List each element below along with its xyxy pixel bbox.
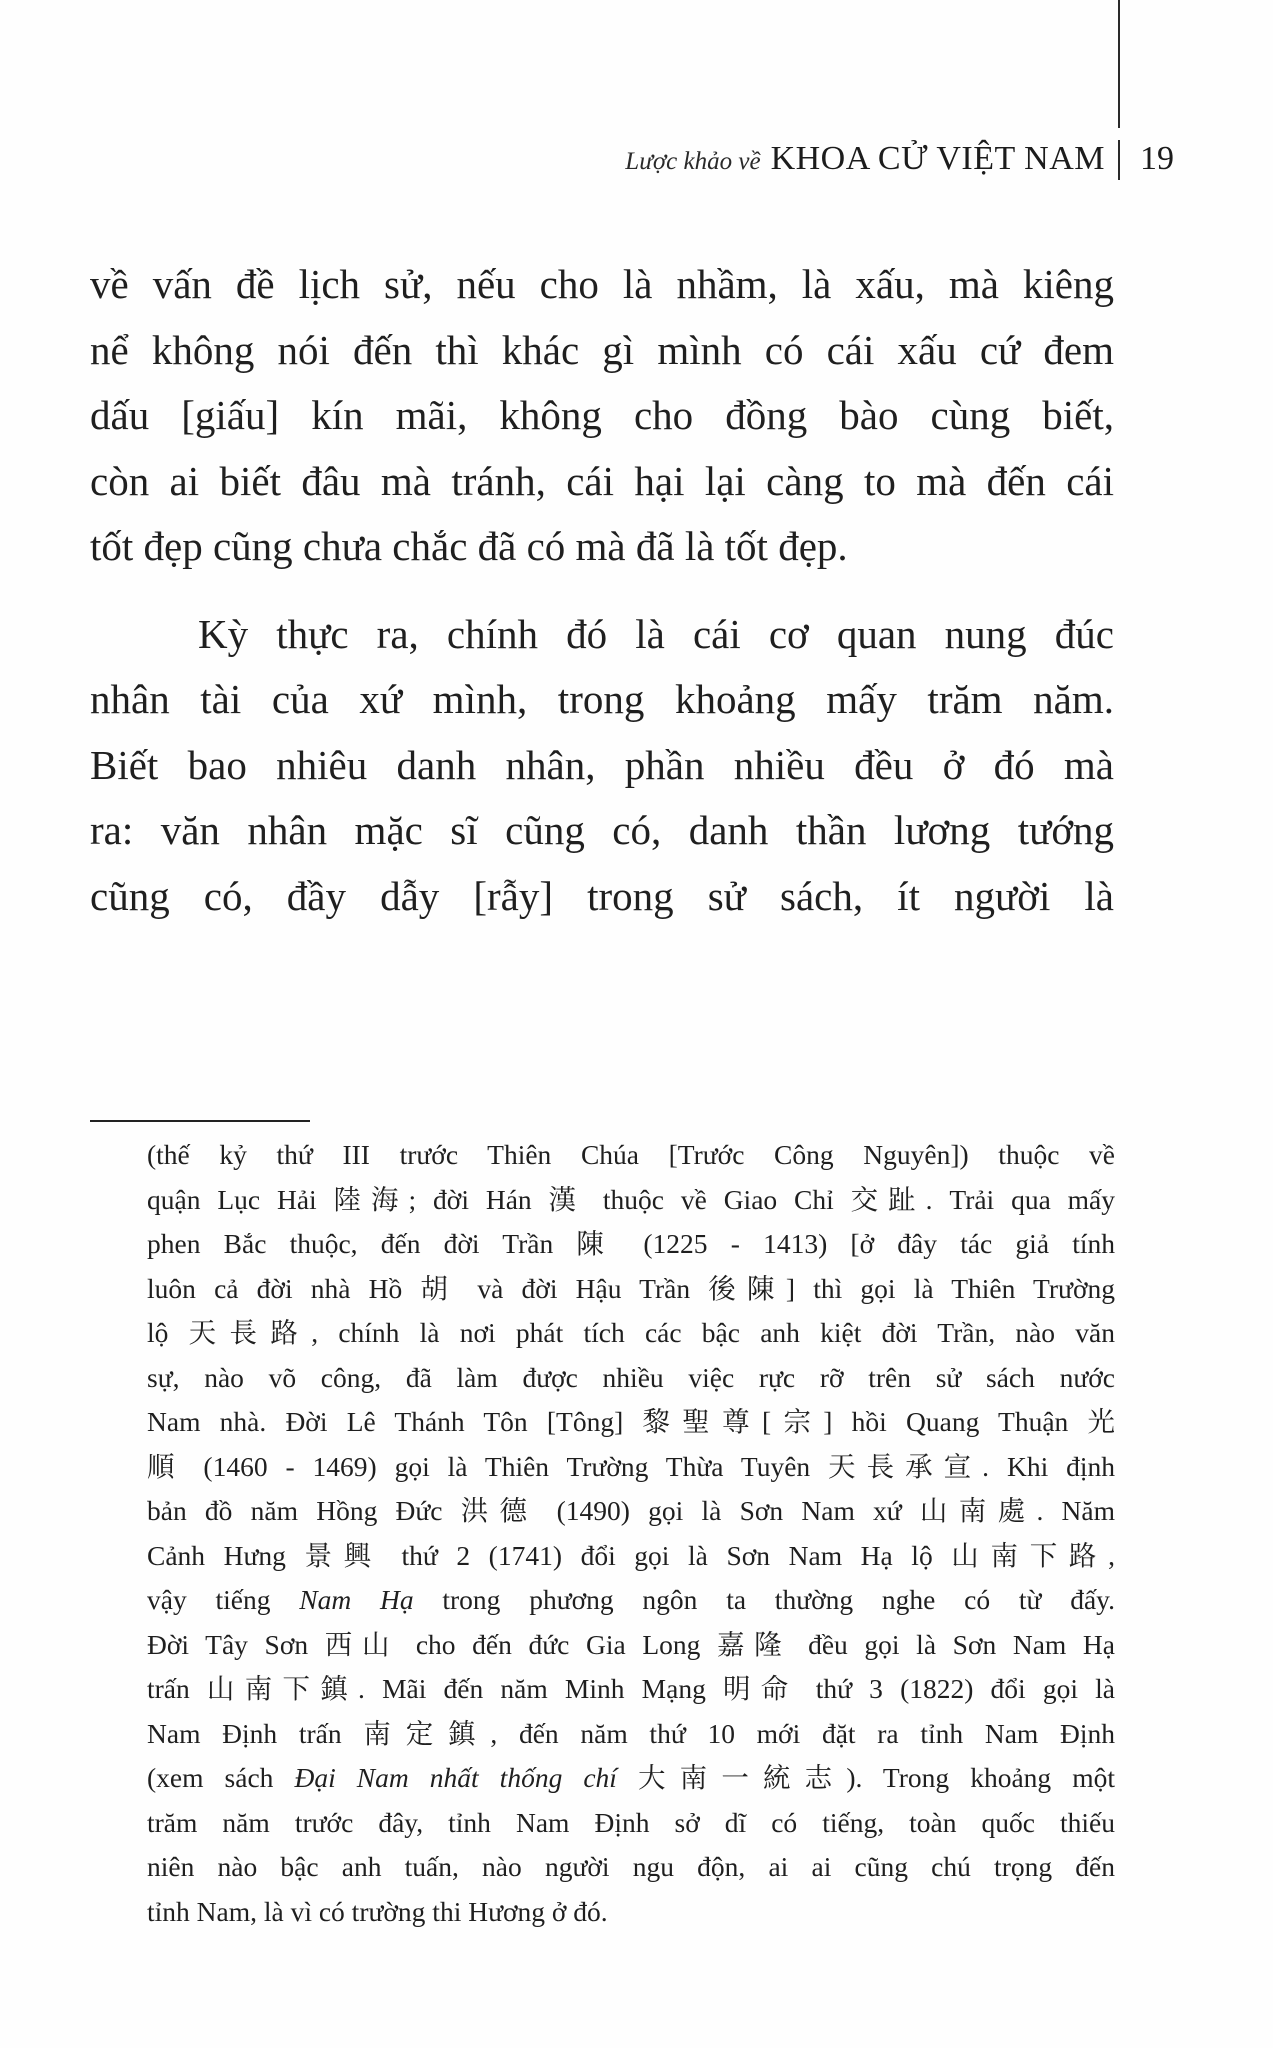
gutter-rule: [1118, 0, 1120, 128]
footnote-text: 大南一統志). Trong khoảng một: [616, 1762, 1115, 1793]
body-line: nể không nói đến thì khác gì mình có cái xấu cứ đem: [90, 326, 1114, 373]
footnote-text: vậy tiếng: [147, 1584, 300, 1615]
footnote-line: phen Bắc thuộc, đến đời Trần 陳 (1225 - 1413) [ở đây tác giả tính: [147, 1228, 1115, 1259]
footnote-line: luôn cả đời nhà Hồ 胡 và đời Hậu Trần 後陳] thì gọi là Thiên Trường: [147, 1272, 1115, 1304]
body-line: Biết bao nhiêu danh nhân, phần nhiều đều ở đó mà: [90, 741, 1114, 788]
footnote-line: bản đồ năm Hồng Đức 洪德 (1490) gọi là Sơn Nam xứ 山南處. Năm: [147, 1495, 1115, 1526]
body-line: dấu [giấu] kín mãi, không cho đồng bào cùng biết,: [90, 392, 1114, 438]
footnote-line: Đời Tây Sơn 西山 cho đến đức Gia Long 嘉隆 đều gọi là Sơn Nam Hạ: [147, 1628, 1115, 1660]
body-line: ra: văn nhân mặc sĩ cũng có, danh thần lương tướng: [90, 807, 1114, 853]
header-divider: [1118, 140, 1120, 180]
footnote-line: Nam Định trấn 南定鎮, đến năm thứ 10 mới đặt ra tỉnh Nam Định: [147, 1717, 1115, 1749]
body-line: cũng có, đầy dẫy [rẫy] trong sử sách, ít người là: [90, 872, 1114, 919]
footnote-line: 順 (1460 - 1469) gọi là Thiên Trường Thừa Tuyên 天長承宣. Khi định: [147, 1450, 1115, 1482]
footnote-separator: [90, 1120, 310, 1122]
footnote-line: tỉnh Nam, là vì có trường thi Hương ở đó.: [147, 1895, 608, 1927]
body-line: tốt đẹp cũng chưa chắc đã có mà đã là tốt đẹp.: [90, 523, 848, 569]
footnote-line: trăm năm trước đây, tỉnh Nam Định sở dĩ có tiếng, toàn quốc thiếu: [147, 1806, 1115, 1838]
footnote-line: trấn 山南下鎮. Mãi đến năm Minh Mạng 明命 thứ 3 (1822) đổi gọi là: [147, 1673, 1115, 1704]
running-head-title: KHOA CỬ VIỆT NAM: [770, 140, 1105, 177]
running-head-italic: Lược khảo về: [625, 148, 761, 175]
footnote-line: [147, 1578, 1115, 1623]
running-head: [625, 140, 1105, 180]
footnote-italic-book-title: Đại Nam nhất thống chí: [294, 1762, 617, 1793]
footnote-line: sự, nào võ công, đã làm được nhiều việc rực rỡ trên sử sách nước: [147, 1361, 1115, 1393]
footnote-line: lộ 天長路, chính là nơi phát tích các bậc anh kiệt đời Trần, nào văn: [147, 1317, 1115, 1348]
footnote-line: niên nào bậc anh tuấn, nào người ngu độn, ai ai cũng chú trọng đến: [147, 1851, 1115, 1882]
body-text: [90, 252, 1114, 929]
footnote-text: (xem sách: [147, 1762, 295, 1793]
body-line: nhân tài của xứ mình, trong khoảng mấy trăm năm.: [90, 676, 1114, 722]
footnote-italic-term: Nam Hạ: [299, 1584, 414, 1615]
footnote: [147, 1133, 1115, 1934]
footnote-line: [147, 1756, 1115, 1801]
footnote-line: (thế kỷ thứ III trước Thiên Chúa [Trước Công Nguyên]) thuộc về: [147, 1139, 1115, 1170]
body-line: Kỳ thực ra, chính đó là cái cơ quan nung đúc: [198, 610, 1114, 657]
footnote-text: trong phương ngôn ta thường nghe có từ đấy.: [413, 1584, 1115, 1615]
page-number: 19: [1140, 140, 1174, 177]
body-line: còn ai biết đâu mà tránh, cái hại lại càng to mà đến cái: [90, 457, 1114, 504]
paragraph-gap: [90, 580, 1114, 602]
footnote-line: quận Lục Hải 陸海; đời Hán 漢 thuộc về Giao Chỉ 交趾. Trải qua mấy: [147, 1183, 1115, 1215]
footnote-line: Nam nhà. Đời Lê Thánh Tôn [Tông] 黎聖尊[宗] hồi Quang Thuận 光: [147, 1406, 1115, 1437]
footnote-line: Cảnh Hưng 景興 thứ 2 (1741) đổi gọi là Sơn Nam Hạ lộ 山南下路,: [147, 1539, 1115, 1571]
body-line: về vấn đề lịch sử, nếu cho là nhầm, là xấu, mà kiêng: [90, 261, 1114, 307]
